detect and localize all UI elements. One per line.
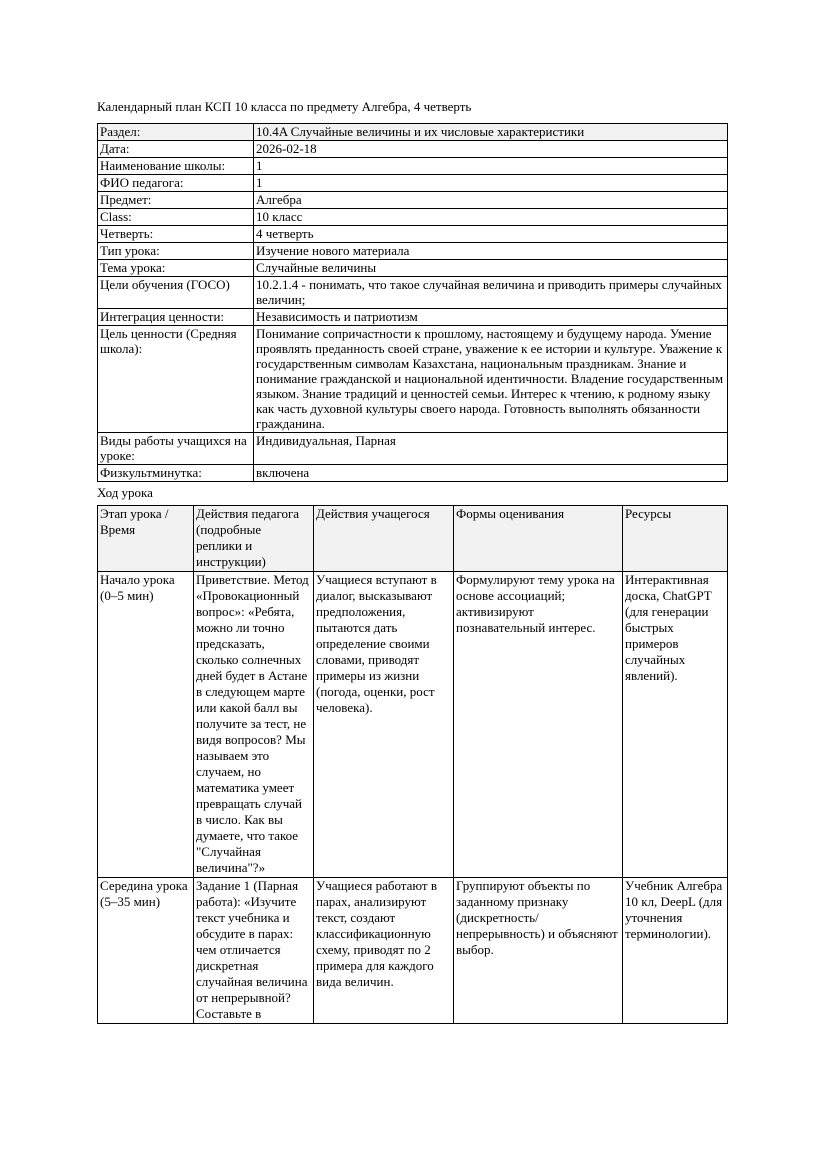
info-row	[98, 226, 728, 243]
info-label: Виды работы учащихся на уроке:	[98, 433, 254, 465]
info-label: Предмет:	[98, 192, 254, 209]
lesson-header-row	[98, 506, 728, 572]
lesson-table-body	[98, 572, 728, 1024]
info-row	[98, 243, 728, 260]
lesson-row	[98, 572, 728, 878]
info-row	[98, 277, 728, 309]
info-row	[98, 433, 728, 465]
info-row	[98, 209, 728, 226]
info-row	[98, 309, 728, 326]
lesson-row	[98, 878, 728, 1024]
info-row	[98, 326, 728, 433]
lesson-cell-assessment: Группируют объекты по заданному признаку (дискретность/непрерывность) и объясняют выбор.	[454, 878, 623, 1024]
lesson-cell-resources: Учебник Алгебра 10 кл, DeepL (для уточнения терминологии).	[623, 878, 728, 1024]
info-value: 10 класс	[254, 209, 728, 226]
lesson-cell-resources: Интерактивная доска, ChatGPT (для генерации быстрых примеров случайных явлений).	[623, 572, 728, 878]
info-label: Class:	[98, 209, 254, 226]
lesson-cell-student: Учащиеся вступают в диалог, высказывают предположения, пытаются дать определение своими словами, приводят примеры из жизни (погода, оценки, рост человека).	[314, 572, 454, 878]
info-label: Четверть:	[98, 226, 254, 243]
info-value: Изучение нового материала	[254, 243, 728, 260]
lesson-header-cell: Действия учащегося	[314, 506, 454, 572]
info-label: Тип урока:	[98, 243, 254, 260]
info-label: Физкультминутка:	[98, 465, 254, 482]
info-row	[98, 141, 728, 158]
lesson-cell-teacher: Приветствие. Метод «Провокационный вопрос»: «Ребята, можно ли точно предсказать, сколько солнечных дней будет в Астане в следующем марте или какой балл вы получите за тест, не видя вопросов? Мы называем это случаем, но математика умеет превращать случай в число. Как вы думаете, что такое "Случайная величина"?»	[194, 572, 314, 878]
lesson-cell-teacher: Задание 1 (Парная работа): «Изучите текст учебника и обсудите в парах: чем отличается дискретная случайная величина от непрерывной? Составьте в	[194, 878, 314, 1024]
info-value: 4 четверть	[254, 226, 728, 243]
info-value: 2026-02-18	[254, 141, 728, 158]
lesson-cell-stage: Начало урока (0–5 мин)	[98, 572, 194, 878]
info-label: ФИО педагога:	[98, 175, 254, 192]
page-title: Календарный план КСП 10 класса по предмету Алгебра, 4 четверть	[97, 99, 472, 114]
info-row	[98, 260, 728, 277]
info-row	[98, 192, 728, 209]
lesson-table	[97, 505, 728, 1024]
info-label: Цель ценности (Средняя школа):	[98, 326, 254, 433]
info-value: 10.2.1.4 - понимать, что такое случайная величина и приводить примеры случайных величин;	[254, 277, 728, 309]
info-value: Понимание сопричастности к прошлому, настоящему и будущему народа. Умение проявлять преданность своей стране, уважение к ее истории и культуре. Уважение к государственным символам Казахстана, национальным праздникам. Знание и понимание гражданской и национальной идентичности. Владение государственным языком. Знание традиций и ценностей семьи. Интерес к чтению, к родному языку как часть духовной культуры своего народа. Готовность выполнять обязанности гражданина.	[254, 326, 728, 433]
info-label: Наименование школы:	[98, 158, 254, 175]
info-value: 1	[254, 158, 728, 175]
info-row	[98, 124, 728, 141]
info-label: Дата:	[98, 141, 254, 158]
section-heading: Ход урока	[97, 485, 153, 500]
lesson-header-cell: Формы оценивания	[454, 506, 623, 572]
lesson-cell-assessment: Формулируют тему урока на основе ассоциаций; активизируют познавательный интерес.	[454, 572, 623, 878]
info-value: Случайные величины	[254, 260, 728, 277]
info-value: 10.4A Случайные величины и их числовые характеристики	[254, 124, 728, 141]
info-table-body	[98, 124, 728, 482]
info-value: Независимость и патриотизм	[254, 309, 728, 326]
info-row	[98, 175, 728, 192]
document-page	[97, 99, 727, 1024]
info-row	[98, 465, 728, 482]
info-value: 1	[254, 175, 728, 192]
lesson-cell-stage: Середина урока (5–35 мин)	[98, 878, 194, 1024]
info-label: Тема урока:	[98, 260, 254, 277]
info-table	[97, 123, 728, 482]
lesson-header-cell: Ресурсы	[623, 506, 728, 572]
info-value: Алгебра	[254, 192, 728, 209]
lesson-cell-student: Учащиеся работают в парах, анализируют текст, создают классификационную схему, приводят по 2 примера для каждого вида величин.	[314, 878, 454, 1024]
info-value: включена	[254, 465, 728, 482]
info-label: Интеграция ценности:	[98, 309, 254, 326]
info-label: Цели обучения (ГОСО)	[98, 277, 254, 309]
info-row	[98, 158, 728, 175]
lesson-header-cell: Этап урока / Время	[98, 506, 194, 572]
info-value: Индивидуальная, Парная	[254, 433, 728, 465]
lesson-header-cell: Действия педагога (подробные реплики и инструкции)	[194, 506, 314, 572]
info-label: Раздел:	[98, 124, 254, 141]
